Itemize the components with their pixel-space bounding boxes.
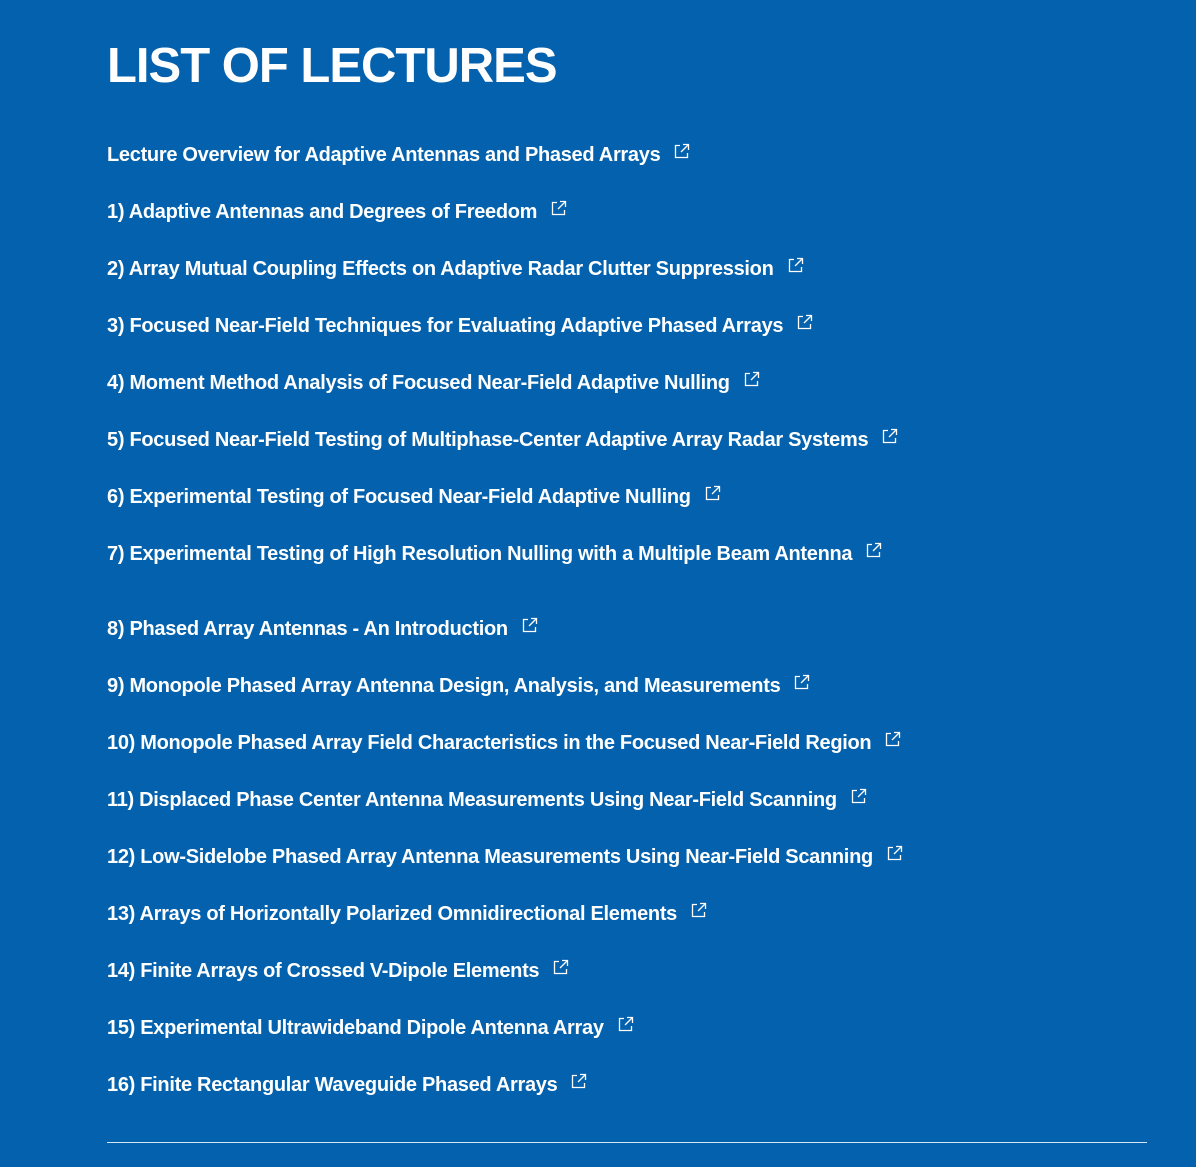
lecture-label: 4) Moment Method Analysis of Focused Near-Field Adaptive Nulling (107, 372, 730, 394)
lecture-link-16[interactable] (107, 1070, 587, 1100)
external-link-icon (886, 845, 903, 862)
external-link-icon (521, 617, 538, 634)
list-item (107, 539, 1147, 614)
external-link-icon (570, 1073, 587, 1090)
list-item (107, 956, 1147, 1013)
lecture-list (107, 140, 1147, 1127)
list-item (107, 140, 1147, 197)
lecture-label: 11) Displaced Phase Center Antenna Measurements Using Near-Field Scanning (107, 789, 837, 811)
lecture-label: 13) Arrays of Horizontally Polarized Omnidirectional Elements (107, 903, 678, 925)
lecture-label: 2) Array Mutual Coupling Effects on Adaptive Radar Clutter Suppression (107, 258, 774, 280)
lecture-link-7[interactable] (107, 539, 882, 569)
list-item (107, 482, 1147, 539)
list-item (107, 1070, 1147, 1127)
external-link-icon (796, 314, 813, 331)
lecture-link-6[interactable] (107, 482, 721, 512)
external-link-icon (617, 1016, 634, 1033)
external-link-icon (743, 371, 760, 388)
list-item (107, 197, 1147, 254)
list-item (107, 425, 1147, 482)
lecture-link-4[interactable] (107, 368, 760, 398)
list-item (107, 842, 1147, 899)
lecture-label: Lecture Overview for Adaptive Antennas and Phased Arrays (107, 144, 661, 166)
list-item (107, 368, 1147, 425)
lecture-label: 7) Experimental Testing of High Resolution Nulling with a Multiple Beam Antenna (107, 543, 853, 565)
list-item (107, 614, 1147, 671)
page-title: LIST OF LECTURES (107, 39, 557, 93)
lecture-link-2[interactable] (107, 254, 804, 284)
lecture-link-10[interactable] (107, 728, 901, 758)
lecture-label: 16) Finite Rectangular Waveguide Phased Arrays (107, 1074, 558, 1096)
lecture-label: 14) Finite Arrays of Crossed V-Dipole Elements (107, 960, 540, 982)
lecture-link-8[interactable] (107, 614, 538, 644)
external-link-icon (850, 788, 867, 805)
lecture-link-9[interactable] (107, 671, 810, 701)
list-item (107, 728, 1147, 785)
external-link-icon (552, 959, 569, 976)
lecture-link-overview[interactable] (107, 140, 690, 170)
list-item (107, 899, 1147, 956)
lecture-label: 15) Experimental Ultrawideband Dipole Antenna Array (107, 1017, 604, 1039)
lecture-label: 12) Low-Sidelobe Phased Array Antenna Measurements Using Near-Field Scanning (107, 846, 873, 868)
lecture-link-13[interactable] (107, 899, 707, 929)
lecture-link-14[interactable] (107, 956, 569, 986)
list-item (107, 311, 1147, 368)
lecture-label: 8) Phased Array Antennas - An Introduction (107, 618, 508, 640)
lecture-label: 9) Monopole Phased Array Antenna Design, Analysis, and Measurements (107, 675, 781, 697)
lecture-label: 6) Experimental Testing of Focused Near-Field Adaptive Nulling (107, 486, 691, 508)
external-link-icon (787, 257, 804, 274)
external-link-icon (704, 485, 721, 502)
list-item (107, 254, 1147, 311)
list-item (107, 1013, 1147, 1070)
lecture-link-12[interactable] (107, 842, 903, 872)
section-divider (107, 1142, 1147, 1143)
list-item (107, 785, 1147, 842)
external-link-icon (550, 200, 567, 217)
lecture-link-11[interactable] (107, 785, 867, 815)
lecture-label: 5) Focused Near-Field Testing of Multiphase-Center Adaptive Array Radar Systems (107, 429, 869, 451)
lecture-link-1[interactable] (107, 197, 567, 227)
list-item (107, 671, 1147, 728)
lecture-label: 1) Adaptive Antennas and Degrees of Freedom (107, 201, 538, 223)
external-link-icon (865, 542, 882, 559)
lecture-label: 3) Focused Near-Field Techniques for Evaluating Adaptive Phased Arrays (107, 315, 784, 337)
lecture-label: 10) Monopole Phased Array Field Characteristics in the Focused Near-Field Region (107, 732, 872, 754)
external-link-icon (673, 143, 690, 160)
external-link-icon (881, 428, 898, 445)
external-link-icon (793, 674, 810, 691)
external-link-icon (690, 902, 707, 919)
lecture-link-5[interactable] (107, 425, 898, 455)
external-link-icon (884, 731, 901, 748)
lecture-link-15[interactable] (107, 1013, 634, 1043)
lecture-link-3[interactable] (107, 311, 813, 341)
